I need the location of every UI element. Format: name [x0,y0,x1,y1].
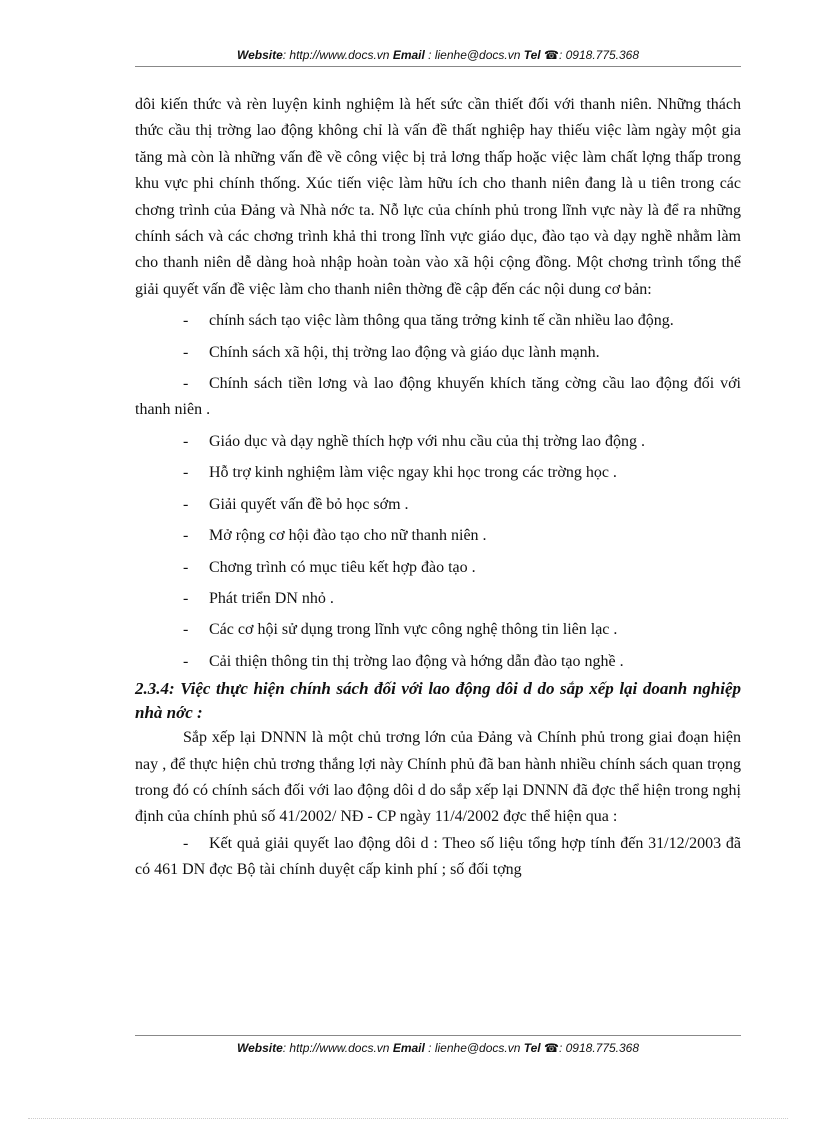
dash-marker: - [183,589,189,607]
bullet-item: - chính sách tạo việc làm thông qua tăng trởng kinh tế cần nhiều lao động. [135,308,741,334]
section-heading: 2.3.4: Việc thực hiện chính sách đối với lao động dôi d do sắp xếp lại doanh nghiệp nhà nớc : [135,679,741,723]
dash-marker: - [183,834,189,852]
page-header [135,48,741,62]
page-footer [135,1041,741,1055]
footer-website-value: : http://www.docs.vn [282,1041,390,1055]
dash-marker: - [183,464,189,482]
phone-icon: ☎ [544,1041,559,1055]
dash-marker: - [183,343,189,361]
footer-email-value: : lienhe@docs.vn [428,1041,521,1055]
dash-marker: - [183,652,189,670]
page-edge-divider [28,1118,788,1119]
dash-marker: - [183,432,189,450]
footer-tel-value: : 0918.775.368 [558,1041,640,1055]
bullet-item: - Chính sách tiền lơng và lao động khuyến khích tăng cờng cầu lao động đối với thanh niên . [135,371,741,424]
phone-icon: ☎ [544,48,559,62]
header-tel-label: Tel [523,48,541,62]
footer-divider [135,1035,741,1036]
bullet-item: - Phát triển DN nhỏ . [135,586,741,612]
paragraph-policy: Sắp xếp lại DNNN là một chủ trơng lớn của Đảng và Chính phủ trong giai đoạn hiện nay , để thực hiện chủ trơng thắng lợi này Chính phủ đã ban hành nhiều chính sách quan trọng trong đó có chính sách đối với lao động dôi d do sắp xếp lại DNNN đã đợc thể hiện trong nghị định của chính phủ số 41/2002/ NĐ - CP ngày 11/4/2002 đợc thể hiện qua : [135,729,741,826]
bullet-item: - Chơng trình có mục tiêu kết hợp đào tạo . [135,555,741,581]
bullet-item: - Hỗ trợ kinh nghiệm làm việc ngay khi học trong các trờng học . [135,460,741,486]
dash-marker: - [183,375,189,393]
header-website-label: Website [236,48,283,62]
header-divider [135,66,741,67]
footer-email-label: Email [392,1041,425,1055]
header-email-value: : lienhe@docs.vn [428,48,521,62]
bullet-item: - Giải quyết vấn đề bỏ học sớm . [135,492,741,518]
dash-marker: - [183,527,189,545]
bullet-item: - Giáo dục và dạy nghề thích hợp với nhu cầu của thị trờng lao động . [135,429,741,455]
dash-marker: - [183,558,189,576]
dash-marker: - [183,495,189,513]
header-email-label: Email [392,48,425,62]
paragraph-intro: dôi kiến thức và rèn luyện kinh nghiệm là hết sức cần thiết đối với thanh niên. Những thách thức cầu thị trờng lao động không chỉ là vấn đề thất nghiệp hay thiếu việc làm ngày một gia tăng mà còn là những vấn đề về công việc bị trả lơng thấp hoặc việc làm chất lợng thấp trong khu vực phi chính thống. Xúc tiến việc làm hữu ích cho thanh niên đang là u tiên trong các chơng trình của Đảng và Nhà nớc ta. Nỗ lực của chính phủ trong lĩnh vực này là để ra những chính sách và các chơng trình khả thi trong lĩnh vực giáo dục, đào tạo và dạy nghề nhằm làm cho thanh niên dễ dàng hoà nhập hoàn toàn vào xã hội cộng đồng. Một chơng trình tổng thể giải quyết vấn đề việc làm cho thanh niên thờng đề cập đến các nội dung cơ bản: [135,96,741,298]
dash-marker: - [183,312,189,330]
bullet-item: - Cải thiện thông tin thị trờng lao động và hớng dẫn đào tạo nghề . [135,649,741,675]
footer-website-label: Website [236,1041,283,1055]
header-website-value: : http://www.docs.vn [282,48,390,62]
bullet-item: - Chính sách xã hội, thị trờng lao động và giáo dục lành mạnh. [135,340,741,366]
dash-marker: - [183,621,189,639]
footer-tel-label: Tel [523,1041,541,1055]
bullet-item: - Các cơ hội sử dụng trong lĩnh vực công nghệ thông tin liên lạc . [135,617,741,643]
document-body [135,92,741,884]
bullet-item: - Kết quả giải quyết lao động dôi d : Theo số liệu tổng hợp tính đến 31/12/2003 đã có 461 DN đợc Bộ tài chính duyệt cấp kinh phí ; số đối tợng [135,831,741,884]
header-tel-value: : 0918.775.368 [558,48,640,62]
bullet-item: - Mở rộng cơ hội đào tạo cho nữ thanh niên . [135,523,741,549]
